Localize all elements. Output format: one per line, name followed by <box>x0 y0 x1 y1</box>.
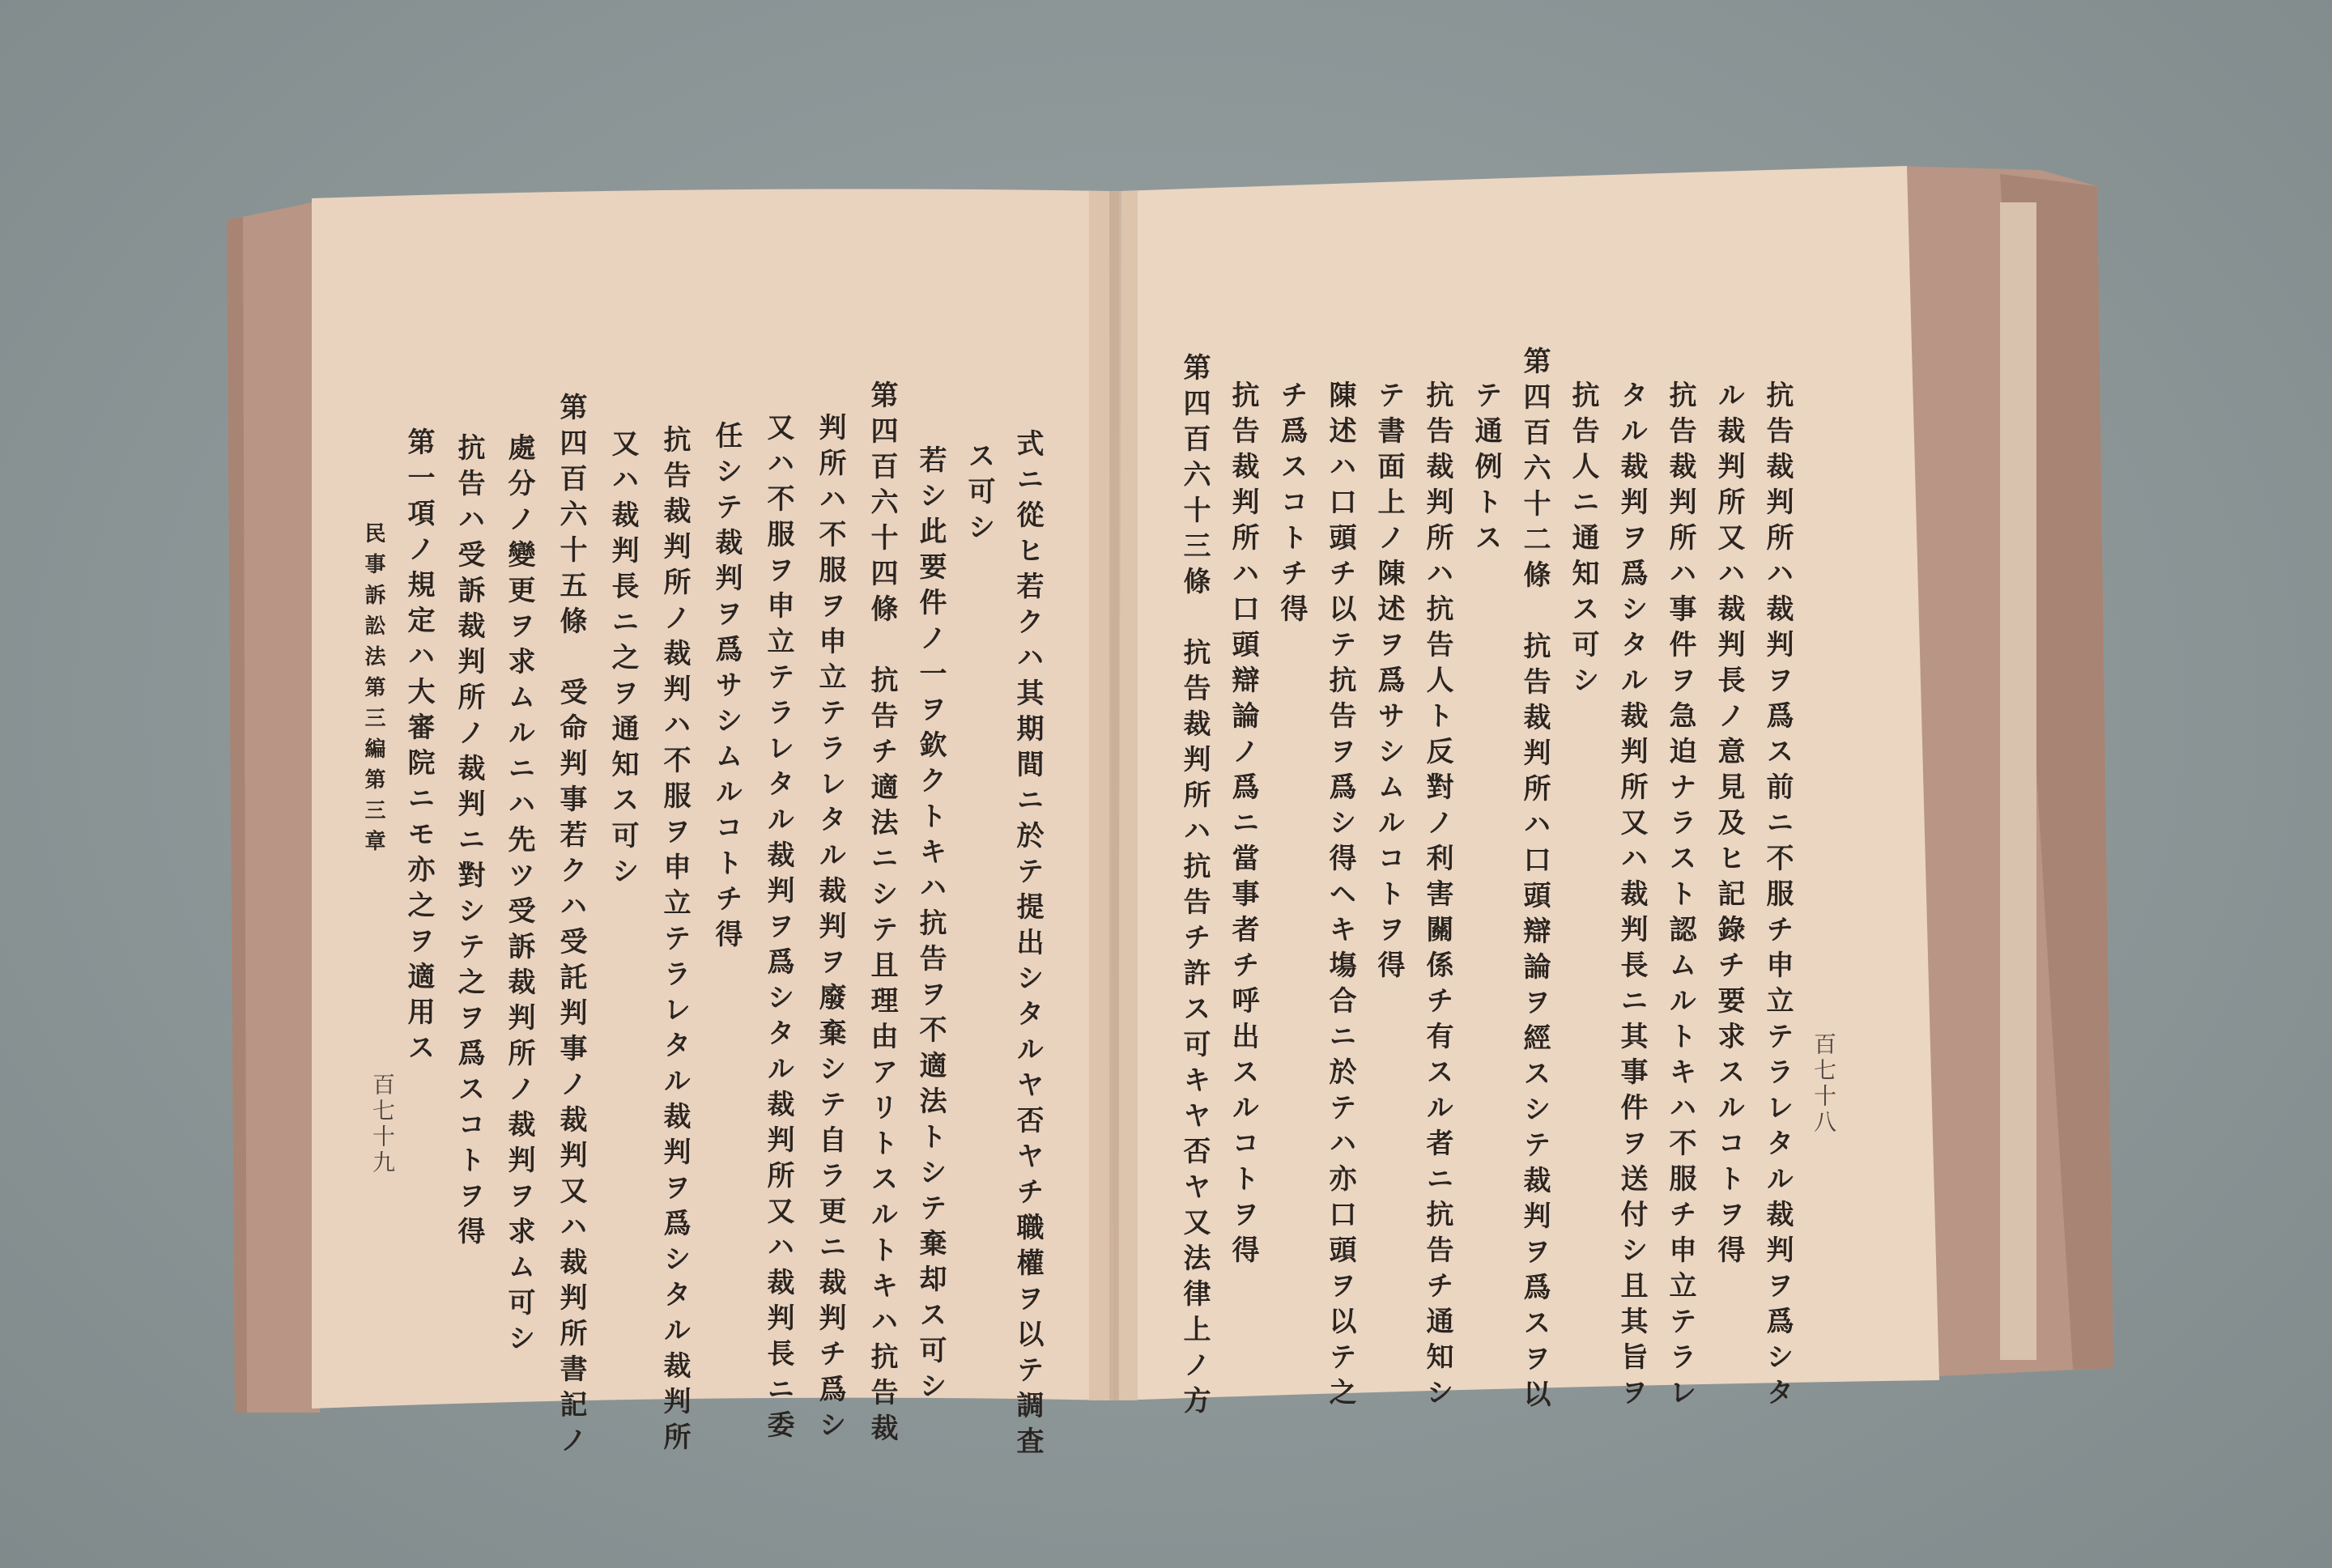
text-column: 若シ此要件ノ一ヲ欽クトキハ抗告ヲ不適法トシテ棄却ス可シ <box>914 445 947 1407</box>
text-column: 判所ハ不服ヲ申立テラレタル裁判ヲ廢棄シテ自ラ更ニ裁判チ爲シ <box>814 413 846 1446</box>
text-column: 抗告裁判所ハ口頭辯論ノ爲ニ當事者チ呼出スルコトヲ得 <box>1227 380 1259 1271</box>
article-463: 第四百六十三條 抗告裁判所ハ抗告チ許ス可キヤ否ヤ又法律上ノ方 <box>1178 353 1211 1421</box>
text-column: タル裁判ヲ爲シタル裁判所又ハ裁判長ニ其事件ヲ送付シ且其旨ヲ <box>1615 380 1648 1413</box>
article-464: 第四百六十四條 抗告チ適法ニシテ且理由アリトスルトキハ抗告裁 <box>866 380 898 1449</box>
article-465: 第四百六十五條 受命判事若クハ受託判事ノ裁判又ハ裁判所書記ノ <box>555 393 587 1461</box>
text-column: 抗告裁判所ノ裁判ハ不服ヲ申立テラレタル裁判ヲ爲シタル裁判所 <box>658 425 691 1458</box>
text-column: チ爲スコトチ得 <box>1275 380 1308 630</box>
text-column: 處分ノ變更ヲ求ムルニハ先ツ受訴裁判所ノ裁判ヲ求ム可シ <box>503 433 535 1359</box>
text-column: テ通例トス <box>1470 380 1502 559</box>
left-page-number: 百七十九 <box>369 1073 396 1176</box>
text-column: 陳述ハ口頭チ以テ抗告ヲ爲シ得ヘキ塲合ニ於テハ亦口頭ヲ以テ之 <box>1324 380 1356 1413</box>
text-column: 式ニ從ヒ若クハ其期間ニ於テ提出シタルヤ否ヤチ職權ヲ以テ調査 <box>1011 429 1044 1462</box>
text-column: 第一項ノ規定ハ大審院ニモ亦之ヲ適用ス <box>402 427 435 1069</box>
text-column: 抗告裁判所ハ抗告人ト反對ノ利害關係チ有スル者ニ抗告チ通知シ <box>1421 380 1453 1413</box>
text-column: 抗告裁判所ハ裁判ヲ爲ス前ニ不服チ申立テラレタル裁判ヲ爲シタ <box>1761 380 1794 1413</box>
text-column: 任シテ裁判ヲ爲サシムルコトチ得 <box>710 421 743 955</box>
text-column: ス可シ <box>963 441 995 548</box>
text-column: 又ハ不服ヲ申立テラレタル裁判ヲ爲シタル裁判所又ハ裁判長ニ委 <box>762 413 794 1446</box>
text-column: 抗告人ニ通知ス可シ <box>1567 380 1599 701</box>
text-column: ル裁判所又ハ裁判長ノ意見及ヒ記錄チ要求スルコトヲ得 <box>1713 380 1745 1271</box>
text-column: 抗告ハ受訴裁判所ノ裁判ニ對シテ之ヲ爲スコトヲ得 <box>453 433 485 1252</box>
text-column: 抗告裁判所ハ事件ヲ急迫ナラスト認ムルトキハ不服チ申立テラレ <box>1664 380 1696 1413</box>
article-462: 第四百六十二條 抗告裁判所ハ口頭辯論ヲ經スシテ裁判ヲ爲スヲ以 <box>1518 346 1551 1415</box>
running-footer: 民事訴訟法第三編第三章 <box>361 522 385 860</box>
text-column: テ書面上ノ陳述ヲ爲サシムルコトヲ得 <box>1372 380 1405 986</box>
text-column: 又ハ裁判長ニ之ヲ通知ス可シ <box>606 429 639 892</box>
right-page-number: 百七十八 <box>1811 1032 1837 1136</box>
